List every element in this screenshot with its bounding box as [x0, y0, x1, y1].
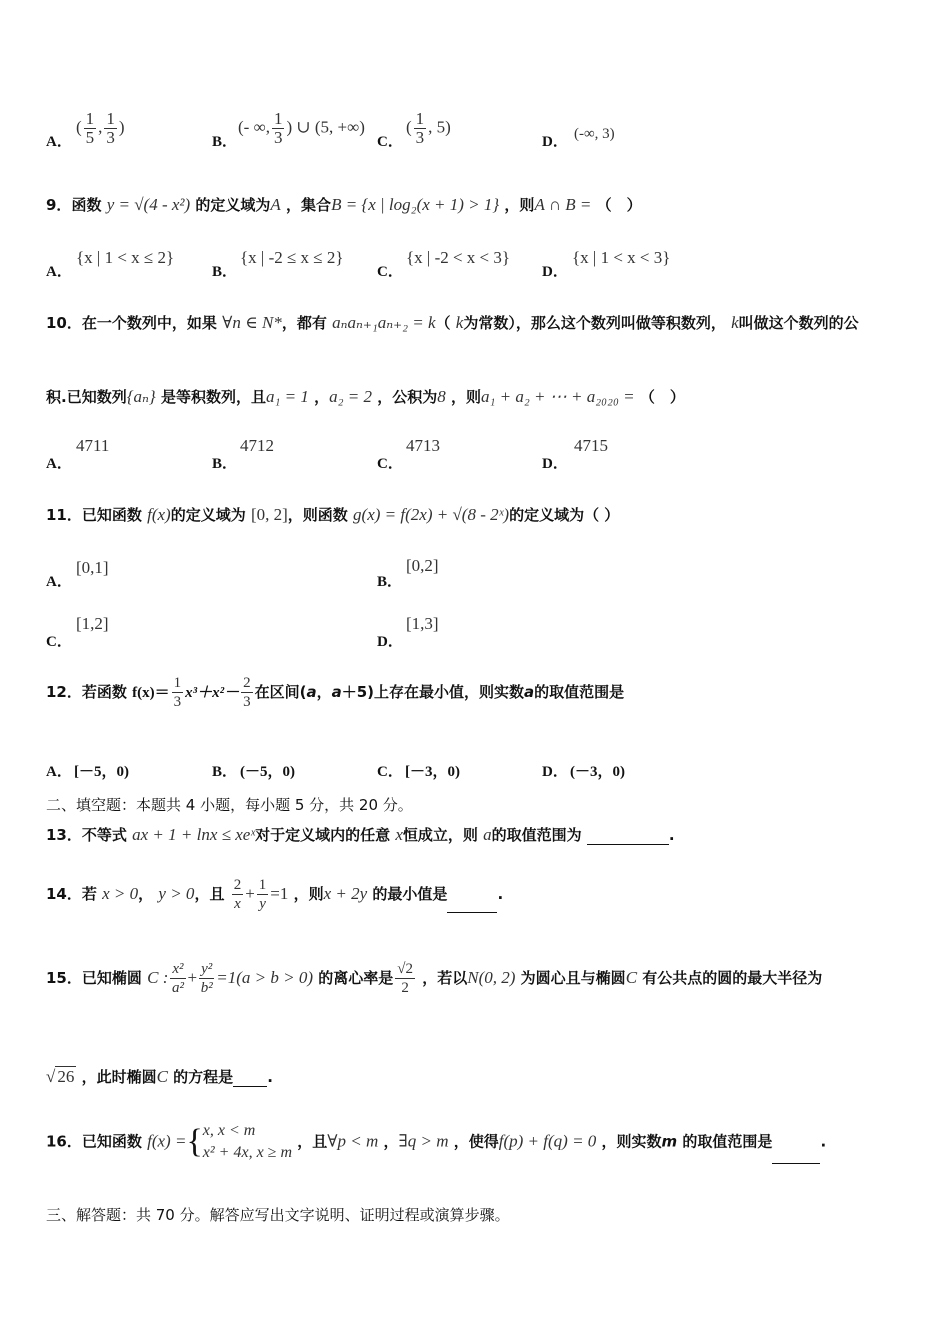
question-14: 14．若 x > 0， y > 0，且 $\frac{2}{x}$ + $\frac{1}{y}$ =1 ，则x + 2y 的最小值是 . [46, 877, 504, 912]
q11-option-b-label: B． [377, 574, 403, 590]
q14-answer-blank[interactable] [447, 898, 497, 913]
q12-option-d-label: D． [542, 764, 568, 780]
q10-option-b-label: B． [212, 456, 238, 472]
q10-option-a-label: A． [46, 456, 72, 472]
question-10-line-2: 积.已知数列{aₙ} 是等积数列，且a₁ = 1 ，a₂ = 2 ，公积为8 ，则a₁ + a₂ + ⋯ + a₂₀₂₀ = （ ） [46, 387, 685, 406]
question-15-line-1: 15．已知椭圆 C : $\frac{\text{x²}}{\text{a²}}$ + $\frac{\text{y²}}{\text{b²}}$ =1(a > b > 0) 的离心率是 $\frac{√2}{2}$ ，若以N(0, 2) 为圆心且与椭圆C 有公共点的圆的最大半径为 [46, 961, 823, 996]
q10-option-a[interactable]: 4711 [76, 436, 110, 455]
q10-option-c-label: C． [377, 456, 403, 472]
question-9: 9．函数 y = √(4 - x²) 的定义域为A ，集合B = {x | log₂(x + 1) > 1} ，则A ∩ B = （ ） [46, 195, 642, 214]
section-2-heading: 二、填空题：本题共 4 小题，每小题 5 分，共 20 分。 [46, 796, 413, 814]
q9-option-d-label: D． [542, 264, 568, 280]
q12-option-c[interactable]: [－3，0) [405, 764, 460, 780]
q9-option-a-label: A． [46, 264, 72, 280]
q10-option-d[interactable]: 4715 [574, 436, 608, 455]
question-12: 12．若函数 f(x)＝ $\frac{1}{3}$ x³＋x²－ $\frac{2}{3}$ 在区间(a，a＋5)上存在最小值，则实数a的取值范围是 [46, 675, 625, 710]
q8-option-d-label: D． [542, 134, 568, 150]
question-16: 16．已知函数 f(x) ={ x, x < m x² + 4x, x ≥ m ，且∀p < m ，∃q > m ，使得f(p) + f(q) = 0 ，则实数m 的取值范围是 . [46, 1120, 826, 1164]
question-11: 11．已知函数 f(x)的定义域为 [0, 2]，则函数 g(x) = f(2x) + √(8 - 2ˣ)的定义域为（ ） [46, 505, 620, 524]
q11-option-b[interactable]: [0,2] [406, 556, 439, 575]
q8-option-d[interactable]: (-∞, 3) [574, 126, 615, 142]
q8-option-b[interactable]: (- ∞, $\frac{1}{3}$ ) ∪ (5, +∞) [238, 109, 365, 147]
question-15-line-2: √ 26 ，此时椭圆C 的方程是 . [46, 1067, 273, 1086]
q12-option-c-label: C． [377, 764, 403, 780]
question-10-line-1: 10．在一个数列中，如果 ∀n ∈ N*，都有 aₙaₙ₊₁aₙ₊₂ = k（ k为常数），那么这个数列叫做等积数列， k叫做这个数列的公 [46, 313, 859, 332]
q8-option-c-label: C． [377, 134, 403, 150]
q8-option-c[interactable]: ( $\frac{1}{3}$ , 5) [406, 109, 451, 147]
q13-answer-blank[interactable] [587, 830, 669, 845]
q11-option-a-label: A． [46, 574, 72, 590]
q11-option-c[interactable]: [1,2] [76, 614, 109, 633]
q9-option-c[interactable]: {x | -2 < x < 3} [406, 248, 511, 267]
q9-option-c-label: C． [377, 264, 403, 280]
q15-answer-blank[interactable] [233, 1072, 267, 1087]
q9-option-b[interactable]: {x | -2 ≤ x ≤ 2} [240, 248, 344, 267]
q11-option-d[interactable]: [1,3] [406, 614, 439, 633]
q9-option-b-label: B． [212, 264, 238, 280]
q9-option-a[interactable]: {x | 1 < x ≤ 2} [76, 248, 175, 267]
q10-option-c[interactable]: 4713 [406, 436, 440, 455]
q16-answer-blank[interactable] [772, 1149, 820, 1164]
q11-option-c-label: C． [46, 634, 72, 650]
question-13: 13．不等式 ax + 1 + lnx ≤ xeˣ对于定义域内的任意 x恒成立，则 a的取值范围为 . [46, 825, 675, 844]
section-3-heading: 三、解答题：共 70 分。解答应写出文字说明、证明过程或演算步骤。 [46, 1206, 510, 1224]
q10-option-b[interactable]: 4712 [240, 436, 274, 455]
q11-option-d-label: D． [377, 634, 403, 650]
q8-option-a[interactable]: ( $\frac{1}{5}$ , $\frac{1}{3}$ ) [76, 109, 125, 147]
q10-option-d-label: D． [542, 456, 568, 472]
q11-option-a[interactable]: [0,1] [76, 558, 109, 577]
q8-option-a-label: A． [46, 134, 72, 150]
q12-option-b-label: B． [212, 764, 238, 780]
q12-option-b[interactable]: (－5，0) [240, 764, 295, 780]
q12-option-a[interactable]: [－5，0) [74, 764, 129, 780]
q12-option-d[interactable]: (－3，0) [570, 764, 625, 780]
q8-option-b-label: B． [212, 134, 238, 150]
q12-option-a-label: A． [46, 764, 72, 780]
q9-option-d[interactable]: {x | 1 < x < 3} [572, 248, 671, 267]
